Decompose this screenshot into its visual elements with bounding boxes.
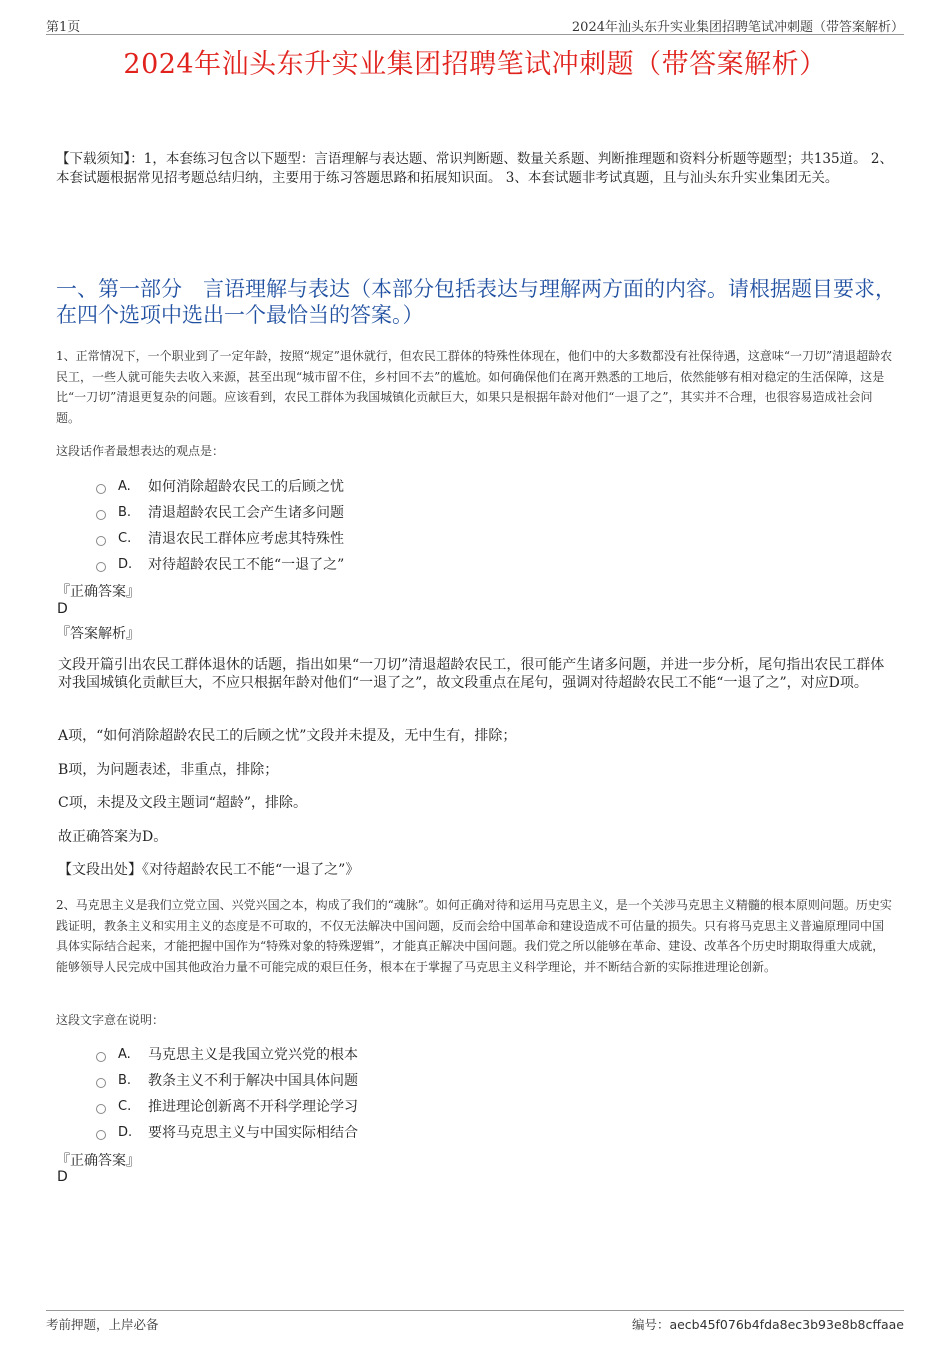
option-text: 清退超龄农民工会产生诸多问题 [148, 505, 344, 521]
radio-icon[interactable] [96, 1104, 106, 1114]
question-2-option-c[interactable] [96, 1096, 358, 1116]
option-letter: D. [118, 1124, 133, 1140]
footer-code-value: aecb45f076b4fda8ec3b93e8b8cffaae [669, 1317, 904, 1332]
analysis-option-b: B项，为问题表述，非重点，排除； [58, 762, 279, 778]
option-text: 推进理论创新离不开科学理论学习 [148, 1099, 358, 1115]
page-number: 第1页 [46, 20, 81, 35]
question-2-text: 2、马克思主义是我们立党立国、兴党兴国之本，构成了我们的“魂脉”。如何正确对待和运用马克思主义，是一个关涉马克思主义精髓的根本原则问题。历史实践证明，教条主义和实用主义的态度是不可取的，不仅无法解决中国问题，反而会给中国革命和建设造成不可估量的损失。只有将马克思主义普遍原理同中国具体实际结合起来，才能把握中国作为“特殊对象的特殊逻辑”，才能真正解决中国问题。我们党之所以能够在革命、建设、改革各个历史时期取得重大成就，能够领导人民完成中国其他政治力量不可能完成的艰巨任务，根本在于掌握了马克思主义科学理论，并不断结合新的实际推进理论创新。 [56, 898, 892, 974]
correct-answer-label: 『正确答案』 [56, 584, 140, 600]
option-letter: A. [118, 478, 131, 494]
section-title: 一、第一部分 言语理解与表达（本部分包括表达与理解两方面的内容。请根据题目要求，在四个选项中选出一个最恰当的答案。） [56, 277, 896, 327]
option-text: 教条主义不利于解决中国具体问题 [148, 1073, 358, 1089]
question-1-option-b[interactable] [96, 502, 344, 522]
option-text: 马克思主义是我国立党兴党的根本 [148, 1047, 358, 1063]
page-title: 2024年汕头东升实业集团招聘笔试冲刺题（带答案解析） [123, 49, 827, 80]
footer-code [632, 1315, 904, 1333]
radio-icon[interactable] [96, 484, 106, 494]
radio-icon[interactable] [96, 1052, 106, 1062]
option-text: 如何消除超龄农民工的后顾之忧 [148, 479, 344, 495]
analysis-label: 『答案解析』 [56, 626, 140, 642]
radio-icon[interactable] [96, 536, 106, 546]
question-2-option-d[interactable] [96, 1122, 358, 1142]
question-1-option-c[interactable] [96, 528, 344, 548]
question-2-option-b[interactable] [96, 1070, 358, 1090]
footer-slogan: 考前押题，上岸必备 [46, 1317, 159, 1332]
option-text: 清退农民工群体应考虑其特殊性 [148, 531, 344, 547]
analysis-source: 【文段出处】《对待超龄农民工不能“一退了之”》 [58, 862, 360, 878]
option-letter: A. [118, 1046, 131, 1062]
radio-icon[interactable] [96, 562, 106, 572]
radio-icon[interactable] [96, 1078, 106, 1088]
correct-answer: D [57, 601, 68, 617]
option-text: 对待超龄农民工不能“一退了之” [148, 557, 345, 573]
question-1-text: 1、正常情况下，一个职业到了一定年龄，按照“规定”退休就行，但农民工群体的特殊性体现在，他们中的大多数都没有社保待遇，这意味“一刀切”清退超龄农民工，一些人就可能失去收入来源，甚至出现“城市留不住，乡村回不去”的尴尬。如何确保他们在离开熟悉的工地后，依然能够有相对稳定的生活保障，这是比“一刀切”清退更复杂的问题。应该看到，农民工群体为我国城镇化贡献巨大，如果只是根据年龄对他们“一退了之”，其实并不合理，也很容易造成社会问题。 [56, 349, 893, 425]
radio-icon[interactable] [96, 1130, 106, 1140]
header-doc-title: 2024年汕头东升实业集团招聘笔试冲刺题（带答案解析） [571, 20, 904, 35]
option-letter: C. [118, 530, 132, 546]
option-letter: B. [118, 1072, 132, 1088]
analysis-conclusion: 故正确答案为D。 [58, 829, 168, 845]
download-notice: 【下载须知】：1，本套练习包含以下题型：言语理解与表达题、常识判断题、数量关系题、判断推理题和资料分析题等题型；共135道。 2、本套试题根据常见招考题总结归纳，主要用于练习答题思路和拓展知识面。 3、本套试题非考试真题，且与汕头东升实业集团无关。 [56, 151, 893, 186]
question-2-option-a[interactable] [96, 1044, 358, 1064]
correct-answer: D [57, 1169, 68, 1185]
radio-icon[interactable] [96, 510, 106, 520]
analysis-option-a: A项，“如何消除超龄农民工的后顾之忧”文段并未提及，无中生有，排除； [58, 728, 517, 744]
option-letter: B. [118, 504, 132, 520]
option-letter: C. [118, 1098, 132, 1114]
correct-answer-label: 『正确答案』 [56, 1153, 140, 1169]
page-footer [46, 1310, 904, 1332]
analysis-paragraph: 文段开篇引出农民工群体退休的话题，指出如果“一刀切”清退超龄农民工，很可能产生诸多问题，并进一步分析，尾句指出农民工群体对我国城镇化贡献巨大，不应只根据年龄对他们“一退了之”，故文段重点在尾句，强调对待超龄农民工不能“一退了之”，对应D项。 [58, 657, 885, 691]
question-1-option-a[interactable] [96, 476, 344, 496]
question-1-prompt: 这段话作者最想表达的观点是： [56, 444, 225, 458]
question-2-prompt: 这段文字意在说明： [56, 1013, 165, 1027]
option-letter: D. [118, 556, 133, 572]
footer-code-label: 编号： [631, 1317, 670, 1332]
page-header [46, 14, 904, 35]
question-1-option-d[interactable] [96, 554, 344, 574]
option-text: 要将马克思主义与中国实际相结合 [148, 1125, 358, 1141]
analysis-option-c: C项，未提及文段主题词“超龄”，排除。 [58, 795, 308, 811]
